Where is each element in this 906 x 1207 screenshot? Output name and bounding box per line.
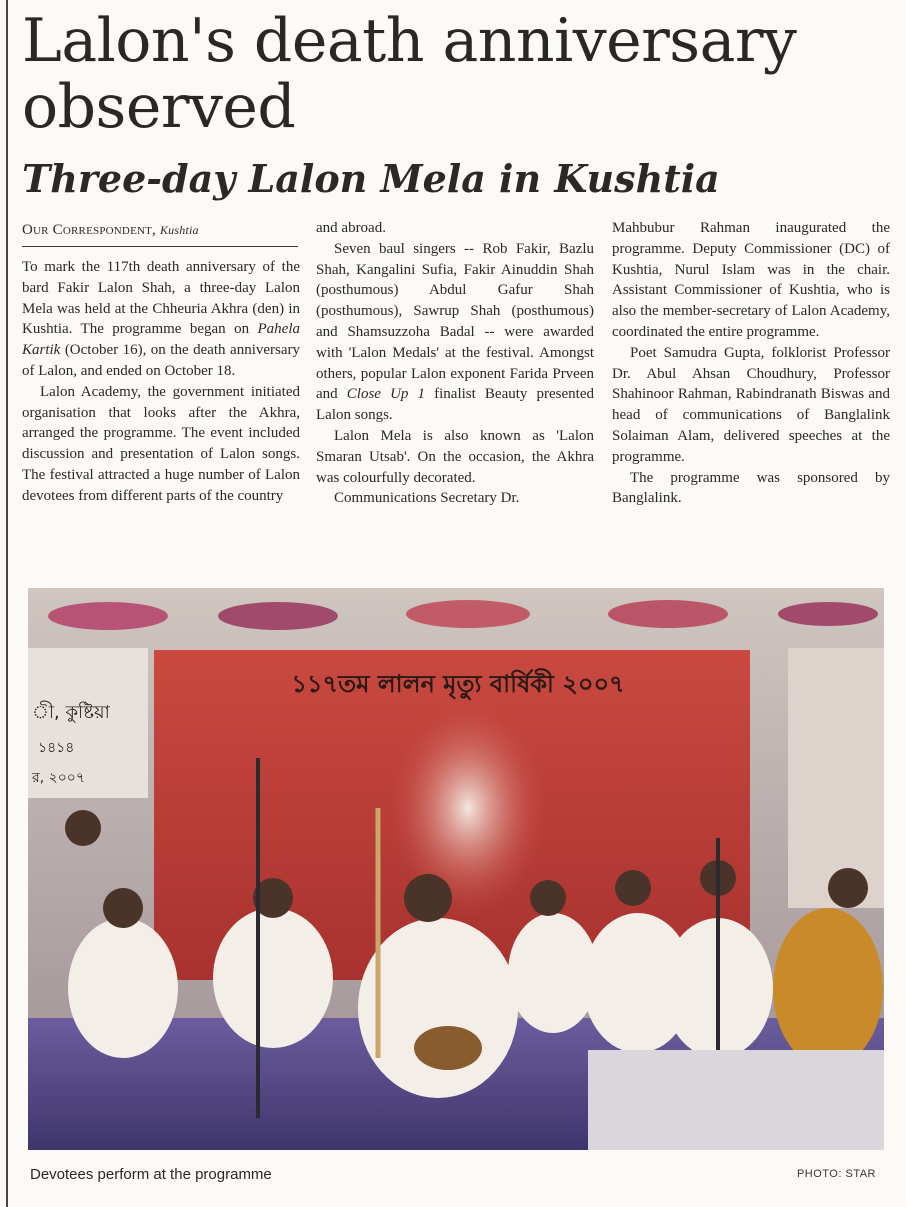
byline-author: Our Correspondent, bbox=[22, 222, 157, 238]
paragraph: Poet Samudra Gupta, folklorist Professor Dr. Abul Ahsan Choudhury, Professor Shahinoor Rahman, Rabindranath Biswas and head of communications of Banglalink Solaiman Alam, delivered speeches at the programme. bbox=[612, 344, 890, 465]
article-column-2 bbox=[316, 218, 594, 509]
paragraph: Seven baul singers -- Rob Fakir, Bazlu Shah, Kangalini Sufia, Fakir Ainuddin Shah (posthumous) Abdul Gafur Shah (posthumous), Sawrup Shah (posthumous) and Shamsuzzoha Badal -- were awarded with 'Lalon Medals' at the festival. Amongst others, popular Lalon exponent Farida Prveen and Close Up 1 finalist Beauty presented Lalon songs. bbox=[316, 240, 594, 424]
paragraph: and abroad. bbox=[316, 220, 386, 236]
paragraph: To mark the 117th death anniversary of the bard Fakir Lalon Shah, a three-day Lalon Mela was held at the Chheuria Akhra (den) in Kushtia. The programme began on Pahela Kartik (October 16), on the death anniversary of Lalon, and ended on October 18. bbox=[22, 259, 300, 379]
banner-text: ১১৭তম লালন মৃত্যু বার্ষিকী ২০০৭ bbox=[291, 670, 625, 698]
byline bbox=[22, 220, 298, 247]
photo-caption: Devotees perform at the programme bbox=[30, 1166, 272, 1183]
paragraph: Mahbubur Rahman inaugurated the programme. Deputy Commissioner (DC) of Kushtia, Nurul Islam was in the chair. Assistant Commissioner of Kushtia, who is also the member-secretary of Lalon Academy, coordinated the entire programme. bbox=[612, 220, 890, 340]
headline: Lalon's death anniversary observed bbox=[22, 6, 797, 142]
paragraph: Communications Secretary Dr. bbox=[334, 490, 520, 507]
side-banner-line: ১৪১৪ bbox=[38, 740, 75, 756]
event-photo bbox=[28, 588, 884, 1150]
byline-location: Kushtia bbox=[159, 223, 199, 237]
paragraph: Lalon Academy, the government initiated organisation that looks after the Akhra, arranged the programme. The event included discussion and presentation of Lalon songs. The festival attracted a huge number of Lalon devotees from different parts of the country bbox=[22, 383, 300, 504]
column-rule bbox=[6, 0, 8, 1207]
side-banner-line: র, ২০০৭ bbox=[32, 770, 86, 786]
article-column-1 bbox=[22, 257, 300, 507]
side-banner-line: ী, কুষ্টিয়া bbox=[32, 702, 110, 723]
paragraph: Lalon Mela is also known as 'Lalon Smaran Utsab'. On the occasion, the Akhra was colourfully decorated. bbox=[316, 427, 594, 486]
subheadline: Three-day Lalon Mela in Kushtia bbox=[22, 156, 720, 201]
photo-credit: PHOTO: STAR bbox=[796, 1168, 876, 1180]
paragraph: The programme was sponsored by Banglalink. bbox=[612, 469, 890, 507]
article-column-3 bbox=[612, 218, 890, 509]
